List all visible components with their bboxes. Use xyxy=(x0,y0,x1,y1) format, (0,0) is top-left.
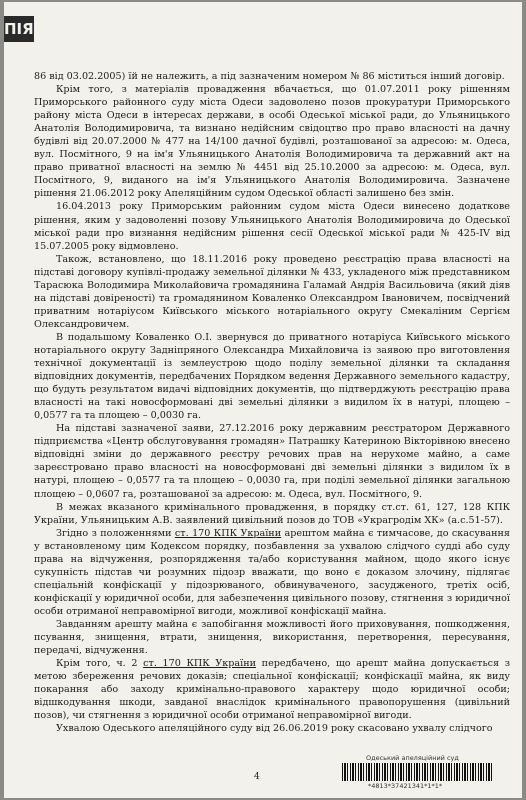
paragraph: В подальшому Коваленко О.І. звернувся до приватного нотаріуса Київського міського нотаріального округу Задніпряного Олександра Михайловича із заявою про виготовлення технічної документації із землеустрою щодо поділу земельної ділянки та складання відповідних документів, передбачених Порядком ведення Державного земельного кадастру, що будуть результатом видачі відповідних документів, що підтверджують реєстрацію права власності на такі новосформовані дві земельні ділянки з видилом їх в натурі, площею – 0,0577 га та площею – 0,0030 га. xyxy=(34,331,510,422)
document-body xyxy=(34,70,510,735)
paragraph-text: Згідно з положеннями xyxy=(56,527,175,539)
law-article-link[interactable]: ст. 170 КПК України xyxy=(174,527,282,539)
paragraph: Також, встановлено, що 18.11.2016 року проведено реєстрацію права власності на підставі договору купівлі-продажу земельної ділянки № 433, укладеного між представником Тарасюка Володимира Миколайовича громадянина Галамай Андрія Васильовича (який діяв на підставі довіреності) та громадянином Коваленко Олександром Івановичем, посвідчений приватним нотаріусом Київського міського нотаріального округу Смекаліним Сергієм Олександровичем. xyxy=(34,253,510,330)
paragraph: На підставі зазначеної заяви, 27.12.2016 року державним реєстратором Державного підприємства «Центр обслуговування громадян» Патрашку Катериною Вікторівною внесено відповідні зміни до державного реєстру речових прав на нерухоме майно, а саме зареєстровано право власності на новосформовані дві земельні ділянки з видилом їх в натурі, площею – 0,0577 га та площею – 0,0030 га, при поділі земельної ділянки загальною площею – 0,0607 га, розташованої за адресою: м. Одеса, вул. Посмітного, 9. xyxy=(34,423,510,500)
barcode-icon xyxy=(342,763,492,781)
paragraph-text: арештом майна є тимчасове, до скасування у встановленому цим Кодексом порядку, позбавлення за ухвалою слідчого судді або суду права на відчуження, розпорядження та/або користування майном, щодо якого існує сукупність підстав чи розумних підозр вважати, що воно є доказом злочину, підлягає спеціальній конфіскації у підозрюваного, обвинуваченого, засудженого, третіх осіб, конфіскації у юридичної особи, для забезпечення цивільного позову, стягнення з юридичної особи отриманої неправомірної вигоди, можливої конфіскації майна. xyxy=(34,527,510,617)
paragraph: Завданням арешту майна є запобігання можливості його приховування, пошкодження, псування, знищення, втрати, знищення, використання, перетворення, пересування, передачі, відчуження. xyxy=(34,618,510,657)
paragraph: 16.04.2013 року Приморським районним судом міста Одеси винесено додаткове рішення, яким у задоволенні позову Ульяницького Анатолія Володимировича до Одеської міської ради про визнання недійсним рішення сесії Одеської міської ради № 425-IV від 15.07.2005 року відмовлено. xyxy=(34,201,510,252)
paragraph xyxy=(34,527,510,618)
law-article-link[interactable]: ст. 170 КПК України xyxy=(143,658,257,670)
page-number: 4 xyxy=(254,772,260,782)
paragraph: Крім того, з матеріалів провадження вбачається, що 01.07.2011 року рішенням Приморського районного суду міста Одеси задоволено позов прокуратури Приморського району міста Одеси в інтересах держави, в особі Одеської міської ради, до Ульяницького Анатолія Володимировича, та визнано недійсним свідоцтво про право власності на дачну будівлі від 20.07.2000 № 477 на 14/100 дачної будівлі, розташованої за адресою: м. Одеса, вул. Посмітного, 9 на ім'я Ульяницького Анатолія Володимировича та державний акт на право приватної власності на землю № 4451 від 25.10.2000 за адресою: м. Одеса, вул. Посмітного, 9, виданого на ім'я Ульяницького Анатолія Володимировича. Зазначене рішення 21.06.2012 року Апеляційним судом Одеської області залишено без змін. xyxy=(34,84,510,200)
court-name: Одеський апеляційний суд xyxy=(366,754,459,762)
page-tab-label: ПІЯ xyxy=(4,16,34,42)
barcode-number: *4813*37421341*1*1* xyxy=(368,782,443,790)
paragraph-text: передбачено, що арешт майна допускається з метою збереження речових доказів; спеціальної конфіскації; конфіскації майна, як виду покарання або заходу кримінально-правового характеру щодо юридичної особи; відшкодування шкоди, завданої внаслідок кримінального правопорушення (цивільний позов), чи стягнення з юридичної особи отриманої неправомірної вигоди. xyxy=(34,658,510,722)
paragraph xyxy=(34,657,510,722)
paragraph: В межах вказаного кримінального провадження, в порядку ст.ст. 61, 127, 128 КПК України, Ульяницьким А.В. заявлений цивільний позов до ТОВ «Украгродім ХК» (а.с.51-57). xyxy=(34,501,510,526)
court-stamp xyxy=(312,754,512,794)
paragraph: Ухвалою Одеського апеляційного суду від 26.06.2019 року скасовано ухвалу слідчого xyxy=(56,723,493,735)
document-page xyxy=(4,2,522,798)
paragraph-text: Крім того, ч. 2 xyxy=(56,658,144,670)
paragraph: 86 від 03.02.2005) їй не належить, а під зазначеним номером № 86 міститься інший договір. xyxy=(34,71,505,82)
